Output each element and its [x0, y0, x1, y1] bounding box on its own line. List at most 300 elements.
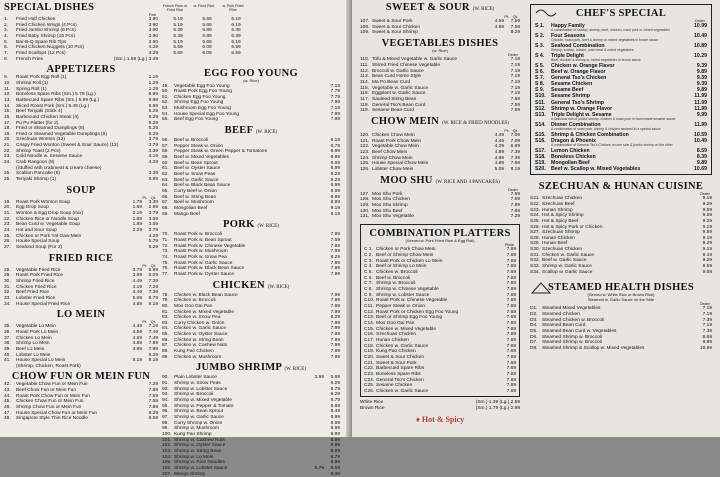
item-name: Roast Pork w. Black Bean Sauce — [174, 266, 245, 272]
item-number: 106. — [162, 465, 172, 471]
egg-foo-young-list — [162, 84, 340, 124]
item-number: 57. — [162, 143, 169, 149]
price-a: 5.39 — [173, 33, 183, 39]
szechuan-hunan-heading: SZECHUAN & HUNAN CUISINE — [538, 181, 704, 193]
item-number: 47. — [4, 410, 11, 416]
item-name: Sesame Beef — [551, 87, 584, 94]
item-name: Sesame Chicken — [376, 383, 413, 389]
fried-rice-price-list — [162, 17, 246, 57]
item-name: Roast Pork Lo Mein — [16, 329, 59, 335]
price-quart: 8.99 — [330, 431, 340, 437]
item-name: Roast Pork w. Bean Sprout — [174, 237, 232, 243]
sweet-sour-section — [360, 0, 520, 36]
item-description: Beef, chicken & shrimp w. mixed vegetables in brown sauce — [551, 58, 641, 63]
item-price: 4.19 — [148, 154, 158, 160]
item-name: Barbecued Chicken Steak (4) — [16, 114, 79, 120]
item-number: 131. — [360, 214, 370, 220]
item-name: Fried Jumbo Shrimp (6 Pcs) — [16, 28, 76, 34]
item-price: 7.89 — [510, 208, 520, 214]
item-price: 8.39 — [696, 153, 707, 160]
jumbo-shrimp-list — [162, 375, 340, 477]
item-name: Steamed Shrimp & Scallop w. Mixed Vegetables — [542, 346, 645, 351]
item-number: 20. — [4, 137, 11, 143]
item-number: 17. — [4, 120, 11, 126]
price-pint: 4.89 — [494, 24, 504, 30]
item-name: Beef w. Snow Peas — [174, 172, 216, 178]
item-number: 59. — [162, 155, 169, 161]
item-number: 60. — [162, 160, 169, 166]
jumbo-shrimp-note: (W. RICE) — [284, 367, 306, 373]
item-name: Kung Pao Shrimp — [174, 431, 212, 437]
item-name: Shrimp Chow Fun or Mein Fun — [16, 405, 82, 411]
item-name: Shrimp & Chicken Combination — [551, 131, 629, 138]
price-quart: 6.29 — [148, 244, 158, 250]
item-name: Roast Pork Wonton Soup — [16, 199, 71, 205]
price-quart: 7.39 — [510, 155, 520, 161]
szechuan-hunan-list — [530, 196, 712, 275]
item-name: Crab Rangoon (8) — [16, 160, 55, 166]
item-name: Beef Teriyaki (Stick 4) — [16, 109, 63, 115]
price-quart: 9.29 — [330, 172, 340, 178]
item-number: 84. — [162, 326, 169, 332]
item-number: 33. — [4, 295, 11, 301]
item-name: Beef Chow Fun or Mein Fun — [16, 388, 76, 394]
item-number: 105. — [162, 460, 172, 466]
item-number: S16. — [535, 137, 546, 144]
pork-list — [162, 232, 340, 277]
price-b: 6.09 — [202, 45, 212, 51]
item-number: C 8. — [364, 287, 373, 292]
item-price: 9.39 — [696, 81, 707, 88]
price-quart: 8.99 — [330, 420, 340, 426]
item-name: Bean Curd Home Style — [372, 74, 422, 80]
item-number: S30. — [530, 247, 540, 253]
item-name: Steamed Bean Curd — [542, 323, 586, 329]
item-number: 129. — [360, 202, 370, 208]
item-price: 3.39 — [148, 171, 158, 177]
price-quart: 6.89 — [510, 144, 520, 150]
item-price: 7.19 — [702, 312, 712, 318]
item-price: 7.99 — [330, 117, 340, 123]
item-name: Curry Chicken w. Onion — [174, 320, 225, 326]
rice-section — [360, 400, 520, 411]
moo-shu-section — [360, 173, 520, 220]
item-name: Tofu & Mixed Vegetable w. Garlic Sauce — [372, 57, 458, 63]
left-column-2 — [162, 4, 246, 57]
item-number: 7. — [4, 50, 9, 56]
item-name: House Special Egg Foo Young — [174, 111, 240, 117]
item-number: 43. — [4, 388, 11, 394]
item-price: 9.89 — [702, 269, 712, 275]
vegetables-note: (w. Rice) — [432, 47, 448, 53]
item-name: Dragon & Phoenix — [551, 137, 596, 144]
item-name: Chicken w. Cashew Nuts — [174, 343, 228, 349]
item-name: Shrimp w. Oyster Sauce — [174, 443, 226, 449]
item-price: 7.59 — [510, 102, 520, 108]
item-name: Beef w. Bean Sprout — [174, 160, 218, 166]
item-name: Shrimp w. String Bean — [174, 448, 222, 454]
item-name: Pepper Steak w. Onion — [174, 143, 224, 149]
item-number: S17. — [535, 147, 546, 154]
item-price: 11.99 — [694, 99, 707, 106]
item-number: C24. — [364, 377, 375, 383]
item-number: 67. — [162, 200, 169, 206]
price-quart: 8.29 — [330, 315, 340, 321]
item-price: 8.69 — [702, 334, 712, 340]
item-number: 56. — [162, 138, 169, 144]
item-number: C 1. — [364, 247, 373, 253]
item-number: 37. — [4, 335, 11, 341]
price-a: 5.19 — [173, 22, 183, 28]
item-price: 7.69 — [506, 281, 516, 287]
item-price: 7.79 — [330, 89, 340, 95]
item-number: C 4. — [364, 264, 373, 270]
item-number: 38. — [4, 341, 11, 347]
price-quart: 6.09 — [148, 273, 158, 279]
item-name: Sweet & Sour Pork — [372, 19, 413, 24]
item-price: 7.79 — [330, 94, 340, 100]
item-name: Singapore Style Thin Rice Noodle — [16, 416, 88, 422]
item-number: 26. — [4, 239, 11, 245]
item-number: S 1. — [535, 23, 545, 29]
price-quart: 8.19 — [148, 301, 158, 307]
item-name: Szechuan Wonton (12) — [16, 137, 65, 143]
item-price: 10.49 — [694, 137, 707, 144]
item-number: 63. — [162, 177, 169, 183]
price-b: 5.89 — [202, 28, 212, 34]
item-name: Roast Pork Egg Foo Young — [174, 89, 232, 95]
price-quart: 7.39 — [148, 290, 158, 296]
price-quart: 9.19 — [330, 138, 340, 144]
beef-list — [162, 138, 340, 217]
price-c: 6.59 — [231, 45, 241, 51]
item-number: 126. — [360, 166, 370, 172]
chefs-special-heading: CHEF'S SPECIAL — [575, 8, 667, 19]
price-c: 6.39 — [231, 28, 241, 34]
price-quart: 8.99 — [330, 155, 340, 161]
item-number: 15. — [4, 109, 11, 115]
item-name: Scallion Pancake (8) — [16, 171, 60, 177]
item-price: 7.69 — [506, 388, 516, 394]
item-number: 10. — [4, 80, 11, 86]
item-number: D4. — [530, 323, 538, 329]
item-name: Fried or Steamed Dumplings (8) — [16, 126, 85, 132]
item-number: 77. — [162, 271, 169, 277]
item-number: 22. — [4, 148, 11, 154]
item-number: 28. — [4, 267, 11, 273]
item-name: Scallop w. Garlic Sauce — [542, 269, 593, 275]
item-name: Roast Pork or Chicken Lo Mein — [376, 258, 443, 264]
fried-rice-list — [4, 268, 158, 308]
item-price: 9.29 — [702, 201, 712, 207]
item-number: 73. — [162, 249, 169, 255]
item-name: Steamed Bean Curd w. Vegetables — [542, 329, 617, 335]
price-pint: 1.69 — [132, 205, 142, 211]
price-quart: 8.99 — [330, 149, 340, 155]
item-price: 9.29 — [702, 258, 712, 264]
price-quart: 9.29 — [148, 352, 158, 358]
item-name: Beef Chow Mein — [372, 150, 408, 155]
item-name: Beef or Shrimp Egg Foo Young — [376, 315, 443, 321]
combo-heading: COMBINATION PLATTERS — [369, 227, 511, 239]
item-number: D6. — [530, 334, 538, 340]
price-quart: 9.29 — [330, 392, 340, 398]
item-name: Hunan Shrimp — [542, 207, 573, 213]
item-price: 9.39 — [696, 63, 707, 69]
item-price: 9.99 — [148, 97, 158, 103]
moo-shu-heading — [360, 173, 520, 188]
item-number: 54. — [162, 111, 169, 117]
item-number: 97. — [162, 415, 169, 420]
item-price: 7.59 — [510, 197, 520, 203]
price-quart: 7.99 — [148, 341, 158, 347]
price-quart: 8.99 — [330, 183, 340, 189]
item-price: 11.99 — [694, 105, 707, 112]
item-name: Mushroom Egg Foo Young — [174, 106, 231, 112]
item-number: 69. — [162, 211, 169, 217]
item-name: Chicken Chow Fun or Mein Fun — [16, 399, 84, 405]
menu-item-row — [530, 270, 712, 276]
price-quart: 8.99 — [330, 189, 340, 194]
item-price: 7.69 — [506, 360, 516, 366]
item-name: Shrimp w. Mushroom — [174, 426, 220, 432]
item-name: Plain Lobster Sauce — [174, 375, 217, 381]
item-number: 115. — [360, 85, 369, 91]
item-price: 9.59 — [702, 264, 712, 270]
combo-subtitle: (Served w. Pork Fried Rice & Egg Roll) — [405, 237, 475, 243]
item-name: Barbecued Spare Ribs — [376, 366, 425, 372]
item-name: Szechuan Chicken — [542, 247, 582, 253]
chef-col-header: Order — [694, 18, 705, 23]
price-quart: 7.49 — [148, 335, 158, 341]
item-name: Vegetable Chow Mein — [372, 144, 419, 150]
item-number: S 6. — [535, 69, 545, 76]
item-price: 3.90 — [148, 33, 158, 39]
item-number: 75. — [162, 260, 169, 266]
price-quart: 7.99 — [330, 271, 340, 277]
vegetables-heading: VEGETABLES DISHES — [381, 37, 499, 49]
item-price: 3.90 — [148, 22, 158, 28]
item-number: 50. — [162, 89, 169, 95]
item-number: D8. — [530, 346, 538, 351]
item-price: 11.99 — [694, 121, 707, 128]
item-number: S 4. — [535, 53, 545, 59]
item-price: 7.89 — [510, 202, 520, 208]
item-number: 24. — [4, 228, 11, 233]
item-number: 122. — [360, 144, 370, 150]
item-name: House Special Fried Rice — [16, 301, 71, 307]
item-number: 128. — [360, 197, 370, 203]
item-number: S32. — [530, 258, 540, 264]
item-name: Four Seasons — [551, 33, 586, 39]
item-number: 119. — [360, 108, 369, 114]
item-price: 10.69 — [699, 346, 712, 351]
item-name: Shrimp w. Chinese Vegetable — [376, 287, 439, 292]
price-c: 6.19 — [231, 22, 241, 28]
item-number: C11. — [364, 303, 374, 309]
price-quart: 7.09 — [510, 133, 520, 139]
item-name: Hunan Chicken — [376, 337, 409, 343]
item-number: 64. — [162, 183, 169, 189]
item-number: S13. — [535, 111, 546, 118]
price-quart: 8.99 — [330, 403, 340, 409]
item-name: Roast Pork Chow Mein — [372, 138, 422, 144]
item-description: A combination of General Tso's Chicken on one side & jumbo shrimp on the other — [551, 142, 673, 147]
item-price: 7.69 — [506, 320, 516, 326]
item-number: S23. — [530, 207, 540, 213]
fried-rice-col-pt: Pt. — [142, 262, 148, 268]
ornament-icon — [535, 7, 557, 19]
item-price: 9.19 — [702, 247, 712, 253]
item-number: S33. — [530, 264, 540, 270]
item-price: 7.59 — [148, 399, 158, 405]
chow-mein-col-pt: Pt. — [504, 128, 510, 134]
item-number: 86. — [162, 337, 169, 343]
price-pint: 3.99 — [314, 375, 324, 381]
item-name: Chicken Fried Rice — [16, 284, 57, 290]
item-number: 23. — [4, 154, 11, 160]
item-name: Roast Pork w. Snow Pea — [174, 254, 227, 260]
chow-mein-note: (W. RICE & FRIED NOODLES) — [442, 121, 509, 127]
item-name: Moo Shu Chicken — [372, 197, 410, 203]
item-price: 5.29 — [148, 126, 158, 132]
item-number: 88. — [162, 349, 169, 355]
price-quart: 7.99 — [148, 346, 158, 352]
item-number: 76. — [162, 266, 169, 272]
item-price: 10.99 — [694, 23, 707, 29]
item-name: Triple Delight w. Sesame — [551, 111, 612, 118]
item-name: Sweet & Sour Pork — [376, 360, 417, 366]
item-name: Chicken w. Garlic Sauce — [174, 326, 226, 332]
item-number: 118. — [360, 102, 369, 108]
item-name: Hot & Spicy Pork or Chicken — [542, 224, 603, 230]
price-quart: 8.99 — [330, 437, 340, 443]
item-description: Shrimp, scallop, lobster, crab meat & mixed vegetables — [551, 48, 634, 53]
item-number: 22. — [4, 216, 11, 222]
item-name: Roast Pork Egg Roll (1) — [16, 75, 67, 81]
egg-foo-young-note: (w. Rice) — [243, 78, 259, 83]
item-price: 9.59 — [702, 207, 712, 213]
item-number: 20. — [4, 205, 11, 211]
price-c: 6.39 — [231, 33, 241, 39]
soup-col-pt: Pt. — [142, 194, 148, 200]
item-number: 44. — [4, 393, 11, 399]
item-number: 78. — [162, 292, 169, 298]
price-a: 5.59 — [173, 45, 183, 51]
item-number: S21. — [530, 196, 540, 202]
item-name: Szechuan Shrimp — [542, 230, 580, 236]
item-number: 27. — [4, 244, 11, 250]
item-number: C18. — [364, 343, 375, 349]
item-price: 10.29 — [694, 53, 707, 59]
item-name: Kung Pao Chicken — [376, 349, 416, 355]
vegetables-list — [360, 57, 520, 114]
steamed-list — [530, 306, 712, 351]
item-number: 71. — [162, 237, 169, 243]
item-price: 5.89 — [148, 177, 158, 183]
price-quart: 7.39 — [148, 278, 158, 284]
item-name: Shrimp w. Rice Noodles — [174, 460, 225, 466]
item-number: C17. — [364, 337, 375, 343]
lo-mein-col-qt: Qt. — [150, 319, 156, 325]
item-price: 1.29 — [148, 80, 158, 86]
item-price: 7.19 — [510, 80, 520, 86]
item-name: Chicken or Pork Yat Gaw Mein — [16, 233, 82, 239]
steamed-sub2: Steamed w. Garlic Sauce on the Side — [587, 296, 655, 302]
sweet-sour-note: (W. RICE) — [472, 7, 495, 12]
price-quart: 7.99 — [330, 298, 340, 304]
item-name: Chicken w. Garlic Sauce — [542, 252, 594, 258]
item-number: 40. — [4, 352, 11, 358]
item-number: D3. — [530, 317, 538, 323]
item-price: 7.69 — [506, 287, 516, 292]
item-name: Shrimp w. Lo Mein — [174, 454, 214, 460]
price-quart: 7.59 — [330, 237, 340, 243]
item-name: Dinner Combination — [551, 121, 601, 128]
item-name: Shrimp w. Mixed Vegetable — [174, 398, 232, 404]
item-name: Beef w. Garlic Sauce — [542, 258, 587, 264]
item-price: 9.99 — [696, 111, 707, 118]
price-pint: 4.49 — [132, 290, 142, 296]
item-name: Chicken w. Black Bean Sauce — [174, 292, 238, 298]
item-price: 7.19 — [510, 91, 520, 97]
pork-section — [162, 217, 340, 277]
price-quart: 8.99 — [330, 426, 340, 432]
item-number: D7. — [530, 340, 538, 346]
item-name: Beef w. Scallop w. Mixed Vegetables — [551, 166, 641, 173]
rice-list — [360, 400, 520, 411]
chow-mein-list — [360, 133, 520, 173]
item-name: Shrimp Fried Rice — [16, 278, 55, 284]
item-number: 25. — [4, 171, 11, 177]
item-number: S25. — [530, 218, 540, 224]
item-number: 130. — [360, 208, 370, 214]
item-name: Chicken or Pork Chow Mein — [376, 247, 436, 253]
item-price: 7.99 — [330, 111, 340, 117]
item-number: 125. — [360, 161, 370, 167]
price-quart: 7.99 — [330, 266, 340, 272]
price-quart: 8.79 — [330, 386, 340, 392]
item-name: Cold Noodle w. Sesame Sauce — [16, 154, 83, 160]
soup-heading: SOUP — [66, 184, 96, 196]
item-name: Lemon Chicken — [551, 147, 590, 154]
item-price: 7.89 — [148, 388, 158, 394]
price-pint: 4.89 — [494, 155, 504, 161]
item-name: White Rice — [360, 400, 384, 406]
item-price: 8.89 — [148, 103, 158, 109]
item-price: 7.69 — [506, 253, 516, 259]
item-price: 7.29 — [510, 214, 520, 220]
item-price: 7.69 — [506, 315, 516, 321]
price-a: 5.19 — [173, 17, 183, 22]
price-quart: 7.99 — [330, 303, 340, 309]
chicken-title: CHICKEN — [212, 279, 265, 291]
item-number: 35. — [4, 324, 11, 330]
price-quart: 8.99 — [330, 448, 340, 454]
item-price: 9.19 — [702, 196, 712, 202]
fr-col-b: w. Fried Rice — [193, 4, 215, 8]
item-price: 7.69 — [506, 366, 516, 372]
price-quart: 8.79 — [330, 398, 340, 404]
item-number: 29. — [4, 273, 11, 279]
price-a: 5.39 — [173, 28, 183, 34]
item-name: Moo Shu Shrimp — [372, 202, 408, 208]
egg-foo-young-section — [162, 66, 340, 123]
item-name: Hunan Beef — [542, 241, 568, 247]
item-number: S 9. — [535, 87, 545, 94]
item-number: 109. — [360, 30, 370, 36]
right-column-2 — [530, 4, 712, 352]
